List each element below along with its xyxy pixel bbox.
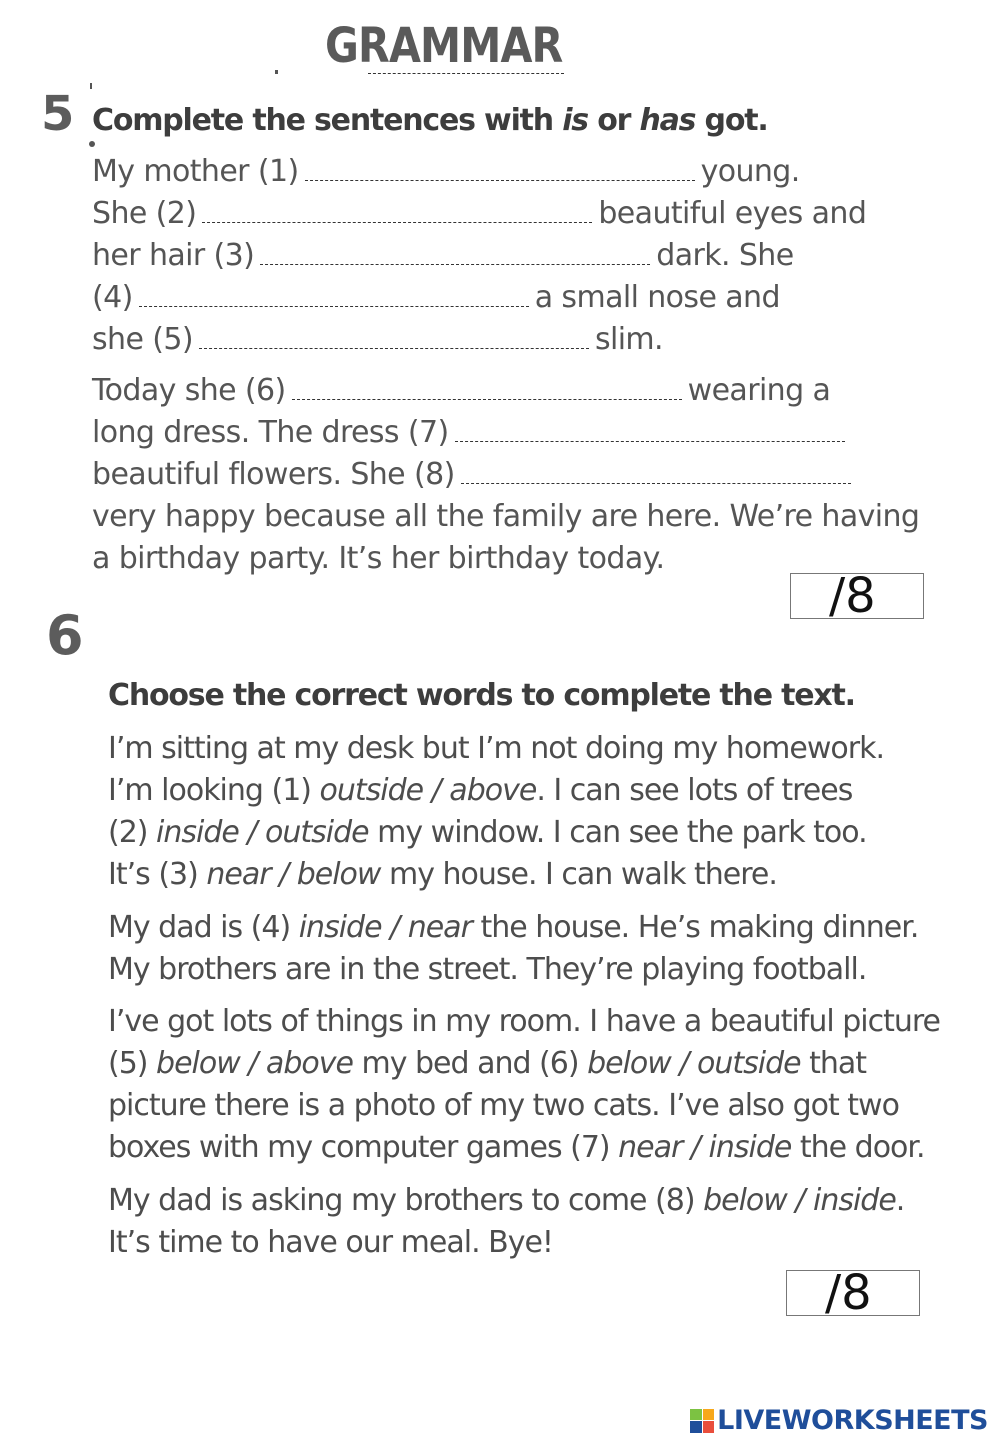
sentence-text: beautiful flowers. She (8) xyxy=(92,457,455,492)
line-text: that xyxy=(800,1046,867,1081)
answer-blank-6[interactable] xyxy=(292,378,682,400)
line-text: It’s (3) xyxy=(108,857,207,892)
text-line: picture there is a photo of my two cats. I’ve also got two xyxy=(108,1088,899,1123)
line-text: my house. I can walk there. xyxy=(380,857,777,892)
sentence-text: beautiful eyes and xyxy=(598,196,867,231)
liveworksheets-logo-icon xyxy=(690,1409,714,1433)
page-title: GRAMMAR xyxy=(325,18,563,74)
text-line: I’ve got lots of things in my room. I have a beautiful picture xyxy=(108,1004,940,1039)
sentence-text: slim. xyxy=(594,322,663,357)
line-text: my window. I can see the park too. xyxy=(368,815,867,850)
decorative-mark xyxy=(275,70,278,74)
word-choice-5[interactable]: below / above xyxy=(156,1046,353,1081)
answer-blank-7[interactable] xyxy=(455,420,845,442)
sentence-line xyxy=(92,154,800,189)
answer-blank-5[interactable] xyxy=(199,327,589,349)
logo-square xyxy=(703,1421,715,1433)
text-line xyxy=(108,1183,904,1218)
sentence-line xyxy=(92,415,851,450)
word-choice-1[interactable]: outside / above xyxy=(319,773,537,808)
line-text: boxes with my computer games (7) xyxy=(108,1130,619,1165)
sentence-text: wearing a xyxy=(687,373,831,408)
word-choice-3[interactable]: near / below xyxy=(206,857,381,892)
liveworksheets-brand xyxy=(690,1405,988,1436)
sentence-text: her hair (3) xyxy=(92,238,255,273)
line-text: My dad is asking my brothers to come (8) xyxy=(108,1183,704,1218)
sentence-text: dark. She xyxy=(656,238,794,273)
sentence-text: long dress. The dress (7) xyxy=(92,415,449,450)
text-line xyxy=(108,857,777,892)
sentence-text: she (5) xyxy=(92,322,193,357)
sentence-line xyxy=(92,322,663,357)
line-text: . I can see lots of trees xyxy=(536,773,853,808)
sentence-text: Today she (6) xyxy=(92,373,286,408)
answer-blank-8[interactable] xyxy=(461,462,851,484)
text-line: I’m sitting at my desk but I’m not doing my homework. xyxy=(108,731,884,766)
answer-blank-2[interactable] xyxy=(202,201,592,223)
line-text: the door. xyxy=(791,1130,925,1165)
sentence-line xyxy=(92,280,780,315)
instruction-text: got. xyxy=(695,103,768,138)
sentence-line xyxy=(92,196,866,231)
word-choice-8[interactable]: below / inside xyxy=(703,1183,896,1218)
text-line xyxy=(108,1130,925,1165)
logo-square xyxy=(703,1409,715,1421)
sentence-line xyxy=(92,457,857,492)
logo-square xyxy=(690,1421,702,1433)
line-text: my bed and (6) xyxy=(352,1046,588,1081)
sentence-line: very happy because all the family are here. We’re having xyxy=(92,499,920,534)
line-text: . xyxy=(895,1183,905,1218)
sentence-text: She (2) xyxy=(92,196,197,231)
instruction-word: has xyxy=(639,103,696,138)
text-line: My brothers are in the street. They’re playing football. xyxy=(108,952,867,987)
exercise-number: 6 xyxy=(46,604,84,667)
text-line: It’s time to have our meal. Bye! xyxy=(108,1225,553,1260)
sentence-text: young. xyxy=(700,154,800,189)
sentence-line: a birthday party. It’s her birthday today. xyxy=(92,541,665,576)
score-box xyxy=(786,1265,920,1321)
exercise-instruction: Choose the correct words to complete the text. xyxy=(108,678,855,713)
line-text: I’m looking (1) xyxy=(108,773,320,808)
answer-blank-4[interactable] xyxy=(139,285,529,307)
line-text: (5) xyxy=(108,1046,157,1081)
decorative-dot xyxy=(89,141,95,147)
line-text: My dad is (4) xyxy=(108,910,299,945)
text-line xyxy=(108,1046,866,1081)
instruction-text: Complete the sentences with xyxy=(92,103,563,138)
sentence-line xyxy=(92,373,830,408)
word-choice-2[interactable]: inside / outside xyxy=(156,815,369,850)
logo-square xyxy=(690,1409,702,1421)
sentence-text: a small nose and xyxy=(534,280,780,315)
exercise-number: 5 xyxy=(41,86,75,142)
text-line xyxy=(108,773,852,808)
decorative-mark xyxy=(90,83,92,89)
instruction-word: is xyxy=(562,103,588,138)
line-text: the house. He’s making dinner. xyxy=(471,910,919,945)
sentence-text: My mother (1) xyxy=(92,154,299,189)
line-text: (2) xyxy=(108,815,157,850)
title-underline xyxy=(368,73,564,74)
sentence-line xyxy=(92,238,794,273)
sentence-text: (4) xyxy=(92,280,133,315)
exercise-instruction xyxy=(92,103,768,138)
brand-name: LIVEWORKSHEETS xyxy=(717,1405,988,1436)
text-line xyxy=(108,815,867,850)
score-box xyxy=(790,568,924,624)
score-text: /8 xyxy=(829,568,876,624)
score-text: /8 xyxy=(825,1265,872,1321)
word-choice-4[interactable]: inside / near xyxy=(298,910,472,945)
answer-blank-3[interactable] xyxy=(260,243,650,265)
instruction-text: or xyxy=(587,103,640,138)
word-choice-6[interactable]: below / outside xyxy=(587,1046,801,1081)
word-choice-7[interactable]: near / inside xyxy=(618,1130,792,1165)
answer-blank-1[interactable] xyxy=(305,159,695,181)
text-line xyxy=(108,910,918,945)
